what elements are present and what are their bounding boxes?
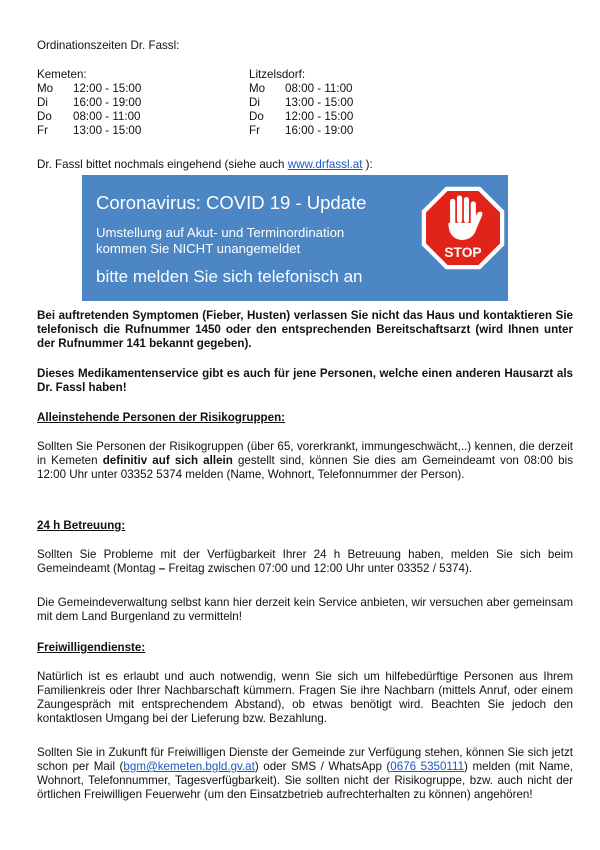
care-text-end: Freitag zwischen 07:00 und 12:00 Uhr unter 03352 / 5374). <box>165 562 473 575</box>
schedule-day: Do <box>37 110 52 123</box>
schedule-kemeten <box>37 68 217 138</box>
website-link[interactable]: www.drfassl.at <box>287 158 363 171</box>
note-text-end: ): <box>362 158 373 171</box>
schedule-time: 13:00 - 15:00 <box>285 96 354 109</box>
schedule-day: Do <box>249 110 264 123</box>
banner-line-2: kommen Sie NICHT unangemeldet <box>96 241 301 256</box>
page-title: Ordinationszeiten Dr. Fassl: <box>37 39 180 52</box>
banner-call-text: bitte melden Sie sich telefonisch an <box>96 267 363 286</box>
schedule-day: Mo <box>37 82 54 95</box>
schedule-day: Fr <box>37 124 48 137</box>
schedule-day: Fr <box>249 124 260 137</box>
section-heading-risk-groups: Alleinstehende Personen der Risikogruppen: <box>37 411 286 424</box>
covid-banner <box>82 175 508 301</box>
care-text: Sollten Sie Probleme mit der Verfügbarkeit Ihrer 24 h Betreuung haben, melden Sie sich beim Gemeindeamt (Montag <box>37 548 573 575</box>
risk-text: Sollten Sie Personen der Risikogruppen (über 65, vorerkrankt, immungeschwächt,..) kennen, die derzeit in Kemeten <box>37 440 573 467</box>
website-note <box>37 158 373 172</box>
risk-text-bold: definitiv auf sich allein <box>102 454 233 467</box>
volunteer-text-end: ) melden (mit Name, Wohnort, Telefonnummer, Tagesverfügbarkeit). Sie sollten nicht der Risikogruppe, bzw. auch nicht der örtlichen Freiwilligen Feuerwehr (um den Einsatzbetrieb aufrechterhalten zu können) angehören! <box>37 760 573 801</box>
schedule-time: 08:00 - 11:00 <box>285 82 353 95</box>
schedule-day: Di <box>37 96 48 109</box>
volunteers-paragraph-1: Natürlich ist es erlaubt und auch notwendig, wenn Sie sich um hilfebedürftige Personen aus Ihrem Familienkreis oder Ihrer Nachbarschaft kümmern. Fragen Sie ihre Nachbarn (mittels Anruf, oder einem Zaungespräch mit entsprechendem Abstand), ob etwas benötigt wird. Beachten Sie jedoch den kontaktlosen Umgang bei der Lieferung bzw. Bezahlung. <box>37 670 573 725</box>
volunteers-paragraph-2 <box>37 746 573 802</box>
banner-line-1: Umstellung auf Akut- und Terminordination <box>96 225 345 240</box>
section-heading-24h-care: 24 h Betreuung: <box>37 519 126 532</box>
banner-title: Coronavirus: COVID 19 - Update <box>96 192 367 213</box>
care-dash: – <box>158 562 166 575</box>
note-text: Dr. Fassl bittet nochmals eingehend (siehe auch <box>37 158 288 171</box>
volunteer-text-mid: ) oder SMS / WhatsApp ( <box>254 760 391 773</box>
schedule-location: Kemeten: <box>37 68 87 81</box>
risk-groups-paragraph <box>37 440 573 482</box>
schedule-row <box>249 96 429 110</box>
schedule-row <box>249 110 429 124</box>
schedule-day: Di <box>249 96 260 109</box>
risk-text-end: gestellt sind, können Sie dies am Gemeindeamt von 08:00 bis 12:00 Uhr unter 03352 5374 melden (Name, Wohnort, Telefonnummer der Person). <box>37 454 573 481</box>
section-heading-volunteers: Freiwilligendienste: <box>37 641 146 654</box>
schedule-row <box>37 96 217 110</box>
schedule-time: 08:00 - 11:00 <box>73 110 141 123</box>
email-link[interactable]: bgm@kemeten.bgld.gv.at <box>123 760 255 773</box>
medication-service-note: Dieses Medikamentenservice gibt es auch für jene Personen, welche einen anderen Hausarzt als Dr. Fassl haben! <box>37 367 573 394</box>
volunteer-text: Sollten Sie in Zukunft für Freiwilligen Dienste der Gemeinde zur Verfügung stehen, können Sie sich jetzt schon per Mail ( <box>37 746 573 773</box>
schedule-row <box>249 124 429 138</box>
stop-hand-icon <box>420 185 506 271</box>
symptoms-warning: Bei auftretenden Symptomen (Fieber, Husten) verlassen Sie nicht das Haus und kontaktieren Sie telefonisch die Rufnummer 1450 oder den entsprechenden Bereitschaftsarzt (wird Ihnen unter der Rufnummer 141 bekannt gegeben). <box>37 309 573 350</box>
stop-text: STOP <box>444 245 482 261</box>
municipality-paragraph: Die Gemeindeverwaltung selbst kann hier derzeit kein Service anbieten, wir versuchen aber gemeinsam mit dem Land Burgenland zu vermitteln! <box>37 596 573 623</box>
schedule-time: 16:00 - 19:00 <box>285 124 354 137</box>
schedule-location: Litzelsdorf: <box>249 68 306 81</box>
schedule-time: 16:00 - 19:00 <box>73 96 142 109</box>
phone-link[interactable]: 0676 5350111 <box>390 760 465 773</box>
schedule-row <box>37 110 217 124</box>
schedule-row <box>37 124 217 138</box>
schedule-time: 12:00 - 15:00 <box>285 110 354 123</box>
schedule-time: 13:00 - 15:00 <box>73 124 142 137</box>
schedule-row <box>249 82 429 96</box>
schedule-day: Mo <box>249 82 266 95</box>
schedule-time: 12:00 - 15:00 <box>73 82 142 95</box>
care-paragraph <box>37 548 573 576</box>
schedule-row <box>37 82 217 96</box>
schedule-litzelsdorf <box>249 68 429 138</box>
